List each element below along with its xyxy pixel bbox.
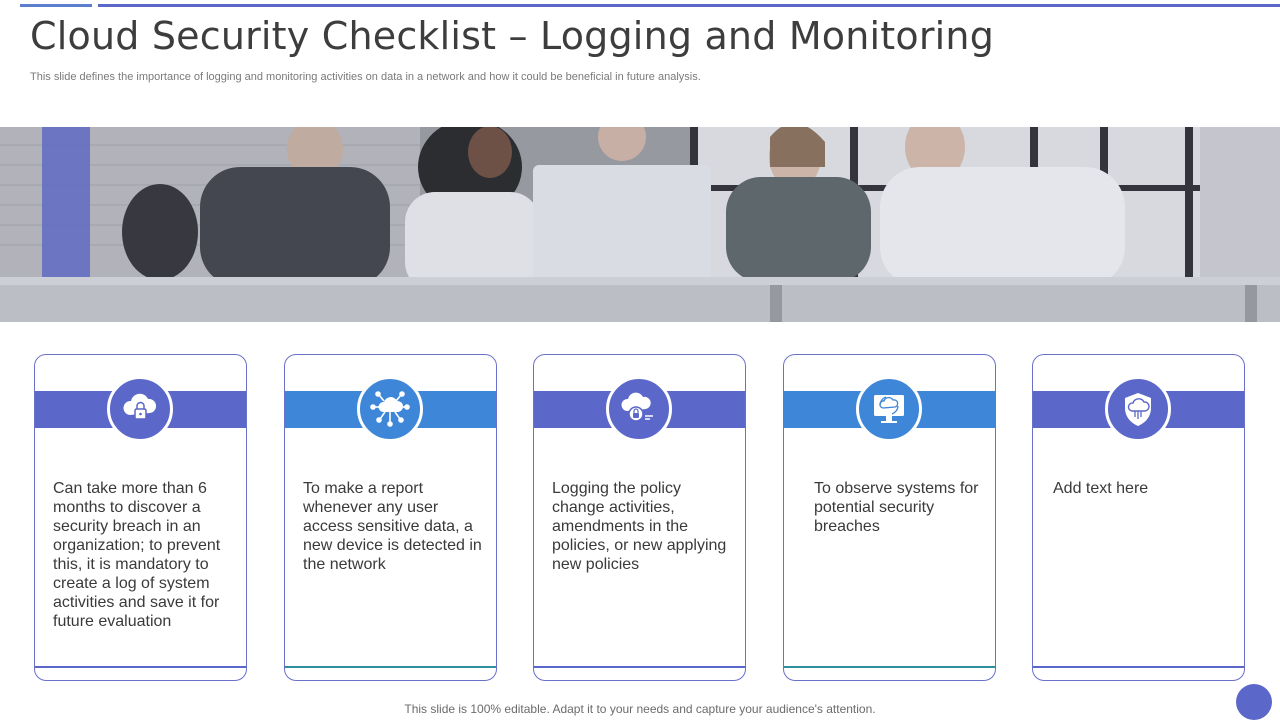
- card-text: Can take more than 6 months to discover a security breach in an organization; to prevent this, it is mandatory to create a log of system activities and save it for future evaluation: [53, 480, 221, 630]
- corner-decoration: [1236, 684, 1272, 720]
- top-accent-short: [20, 4, 92, 7]
- card-text: Add text here: [1053, 480, 1149, 497]
- card-bottom-line: [534, 666, 745, 668]
- cloud-lock-icon: [107, 376, 173, 442]
- cloud-network-icon: [357, 376, 423, 442]
- card-bottom-line: [1033, 666, 1244, 668]
- card-bottom-line: [285, 666, 496, 668]
- monitor-cloud-sync-icon: [856, 376, 922, 442]
- card-text: To make a report whenever any user access sensitive data, a new device is detected in the network: [303, 480, 482, 573]
- slide-subtitle: This slide defines the importance of logging and monitoring activities on data in a network and how it could be beneficial in future analysis.: [30, 71, 701, 83]
- cloud-shield-lock-icon: [606, 376, 672, 442]
- shield-cloud-icon: [1105, 376, 1171, 442]
- card-text: Logging the policy change activities, amendments in the policies, or new applying new policies: [552, 480, 727, 573]
- team-meeting-photo: [0, 127, 1280, 322]
- slide-title: Cloud Security Checklist – Logging and Monitoring: [30, 14, 995, 58]
- card-bottom-line: [35, 666, 246, 668]
- card-bottom-line: [784, 666, 995, 668]
- footer-note: This slide is 100% editable. Adapt it to your needs and capture your audience's attention.: [404, 702, 876, 716]
- top-accent-long: [98, 4, 1280, 7]
- card-text: To observe systems for potential security breaches: [814, 480, 979, 535]
